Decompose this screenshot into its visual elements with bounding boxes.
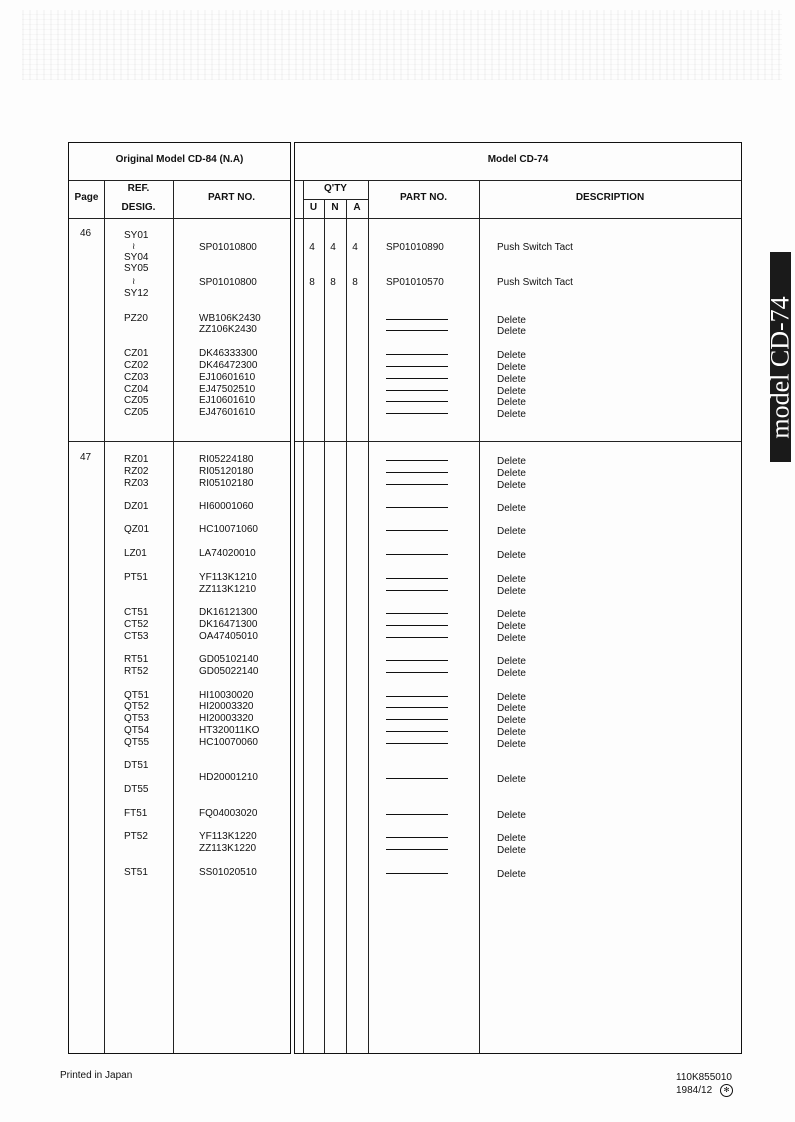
col-page-header: Page bbox=[74, 192, 99, 203]
part-dk46333300: DK46333300 bbox=[199, 348, 258, 359]
side-model-tab-label: model CD-74 bbox=[765, 296, 795, 439]
desc-push-switch-1: Push Switch Tact bbox=[497, 242, 573, 253]
no-replacement-line bbox=[386, 707, 448, 708]
desc-delete: Delete bbox=[497, 374, 526, 385]
desc-delete: Delete bbox=[497, 621, 526, 632]
desc-delete: Delete bbox=[497, 503, 526, 514]
part-zz113k1220: ZZ113K1220 bbox=[199, 843, 257, 854]
desc-delete: Delete bbox=[497, 810, 526, 821]
no-replacement-line bbox=[386, 554, 448, 555]
part-ej10601610: EJ10601610 bbox=[199, 372, 256, 383]
desc-delete: Delete bbox=[497, 727, 526, 738]
no-replacement-line bbox=[386, 778, 448, 779]
new-part-sp01010570: SP01010570 bbox=[386, 277, 444, 288]
no-replacement-line bbox=[386, 390, 448, 391]
ref-qt52: QT52 bbox=[124, 701, 150, 712]
part-hi20003320: HI20003320 bbox=[199, 713, 254, 724]
col-part-header: PART NO. bbox=[207, 192, 256, 203]
desc-delete: Delete bbox=[497, 397, 526, 408]
desc-delete: Delete bbox=[497, 362, 526, 373]
col-u-header: U bbox=[309, 202, 318, 213]
col-new-part-header: PART NO. bbox=[399, 192, 448, 203]
page-46: 46 bbox=[80, 228, 92, 239]
part-hc10070060: HC10070060 bbox=[199, 737, 258, 748]
no-replacement-line bbox=[386, 413, 448, 414]
original-model-title: Original Model CD-84 (N.A) bbox=[115, 154, 244, 165]
desc-delete: Delete bbox=[497, 869, 526, 880]
part-sp01010800-b: SP01010800 bbox=[199, 277, 257, 288]
part-ej47601610: EJ47601610 bbox=[199, 407, 256, 418]
ref-range-tilde-1: ≀ bbox=[132, 241, 136, 251]
ref-ft51: FT51 bbox=[124, 808, 148, 819]
scan-noise bbox=[22, 10, 782, 80]
part-zz113k1210: ZZ113K1210 bbox=[199, 584, 257, 595]
desc-delete: Delete bbox=[497, 315, 526, 326]
no-replacement-line bbox=[386, 507, 448, 508]
ref-qz01: QZ01 bbox=[124, 524, 150, 535]
ref-sy12: SY12 bbox=[124, 288, 149, 299]
ref-ct53: CT53 bbox=[124, 631, 149, 642]
desc-delete: Delete bbox=[497, 845, 526, 856]
part-la74020010: LA74020010 bbox=[199, 548, 256, 559]
qty-u-1: 4 bbox=[309, 242, 315, 253]
qty-a-2: 8 bbox=[352, 277, 358, 288]
col-n-header: N bbox=[331, 202, 339, 213]
ref-pz20: PZ20 bbox=[124, 313, 148, 324]
ref-cz03: CZ03 bbox=[124, 372, 149, 383]
no-replacement-line bbox=[386, 530, 448, 531]
ref-cz05: CZ05 bbox=[124, 407, 149, 418]
ref-pt52: PT52 bbox=[124, 831, 148, 842]
ref-ct51: CT51 bbox=[124, 607, 149, 618]
page-47: 47 bbox=[80, 452, 92, 463]
no-replacement-line bbox=[386, 637, 448, 638]
desc-delete: Delete bbox=[497, 480, 526, 491]
no-replacement-line bbox=[386, 319, 448, 320]
ref-rt51: RT51 bbox=[124, 654, 149, 665]
ref-pt51: PT51 bbox=[124, 572, 148, 583]
desc-delete: Delete bbox=[497, 456, 526, 467]
ref-rz02: RZ02 bbox=[124, 466, 149, 477]
desc-delete: Delete bbox=[497, 526, 526, 537]
desc-delete: Delete bbox=[497, 774, 526, 785]
footer-logo-icon: ✻ bbox=[720, 1084, 733, 1097]
part-yf113k1220: YF113K1220 bbox=[199, 831, 257, 842]
desc-delete: Delete bbox=[497, 350, 526, 361]
no-replacement-line bbox=[386, 814, 448, 815]
part-ri05224180: RI05224180 bbox=[199, 454, 254, 465]
original-model-table bbox=[68, 142, 291, 1054]
ref-cz04: CZ04 bbox=[124, 384, 149, 395]
desc-delete: Delete bbox=[497, 550, 526, 561]
ref-sy04: SY04 bbox=[124, 252, 149, 263]
part-ri05102180: RI05102180 bbox=[199, 478, 254, 489]
no-replacement-line bbox=[386, 837, 448, 838]
no-replacement-line bbox=[386, 672, 448, 673]
ref-qt53: QT53 bbox=[124, 713, 150, 724]
part-ss01020510: SS01020510 bbox=[199, 867, 257, 878]
desc-delete: Delete bbox=[497, 409, 526, 420]
new-part-sp01010890: SP01010890 bbox=[386, 242, 444, 253]
ref-qt55: QT55 bbox=[124, 737, 150, 748]
desc-delete: Delete bbox=[497, 656, 526, 667]
col-a-header: A bbox=[353, 202, 361, 213]
no-replacement-line bbox=[386, 873, 448, 874]
footer-date: 1984/12 bbox=[676, 1085, 713, 1096]
desc-delete: Delete bbox=[497, 692, 526, 703]
no-replacement-line bbox=[386, 330, 448, 331]
qty-n-1: 4 bbox=[330, 242, 336, 253]
ref-dz01: DZ01 bbox=[124, 501, 149, 512]
col-description-header: DESCRIPTION bbox=[575, 192, 645, 203]
no-replacement-line bbox=[386, 696, 448, 697]
desc-delete: Delete bbox=[497, 586, 526, 597]
part-hi20003320: HI20003320 bbox=[199, 701, 254, 712]
ref-cz02: CZ02 bbox=[124, 360, 149, 371]
footer-printed-in: Printed in Japan bbox=[60, 1070, 133, 1081]
qty-a-1: 4 bbox=[352, 242, 358, 253]
ref-dt55: DT55 bbox=[124, 784, 149, 795]
part-dk16471300: DK16471300 bbox=[199, 619, 258, 630]
ref-qt51: QT51 bbox=[124, 690, 150, 701]
part-sp01010800-a: SP01010800 bbox=[199, 242, 257, 253]
desc-delete: Delete bbox=[497, 668, 526, 679]
part-dk46472300: DK46472300 bbox=[199, 360, 258, 371]
desc-delete: Delete bbox=[497, 574, 526, 585]
part-hc10071060: HC10071060 bbox=[199, 524, 258, 535]
desc-delete: Delete bbox=[497, 715, 526, 726]
desc-delete: Delete bbox=[497, 703, 526, 714]
part-ri05120180: RI05120180 bbox=[199, 466, 254, 477]
no-replacement-line bbox=[386, 484, 448, 485]
no-replacement-line bbox=[386, 719, 448, 720]
qty-n-2: 8 bbox=[330, 277, 336, 288]
part-ej47502510: EJ47502510 bbox=[199, 384, 256, 395]
side-model-tab bbox=[765, 252, 795, 462]
no-replacement-line bbox=[386, 472, 448, 473]
no-replacement-line bbox=[386, 378, 448, 379]
ref-rt52: RT52 bbox=[124, 666, 149, 677]
part-oa47405010: OA47405010 bbox=[199, 631, 258, 642]
footer-code: 110K855010 bbox=[676, 1072, 732, 1083]
new-model-title: Model CD-74 bbox=[487, 154, 549, 165]
no-replacement-line bbox=[386, 660, 448, 661]
ref-range-tilde-2: ≀ bbox=[132, 276, 136, 286]
part-wb106k2430: WB106K2430 bbox=[199, 313, 261, 324]
ref-sy01: SY01 bbox=[124, 230, 149, 241]
no-replacement-line bbox=[386, 625, 448, 626]
no-replacement-line bbox=[386, 849, 448, 850]
part-yf113k1210: YF113K1210 bbox=[199, 572, 257, 583]
ref-dt51: DT51 bbox=[124, 760, 149, 771]
part-dk16121300: DK16121300 bbox=[199, 607, 258, 618]
part-hi10030020: HI10030020 bbox=[199, 690, 254, 701]
desc-delete: Delete bbox=[497, 468, 526, 479]
no-replacement-line bbox=[386, 590, 448, 591]
desc-push-switch-2: Push Switch Tact bbox=[497, 277, 573, 288]
no-replacement-line bbox=[386, 578, 448, 579]
no-replacement-line bbox=[386, 743, 448, 744]
no-replacement-line bbox=[386, 613, 448, 614]
no-replacement-line bbox=[386, 731, 448, 732]
part-ht320011ko: HT320011KO bbox=[199, 725, 260, 736]
part-ej10601610: EJ10601610 bbox=[199, 395, 256, 406]
ref-st51: ST51 bbox=[124, 867, 148, 878]
desc-delete: Delete bbox=[497, 386, 526, 397]
col-qty-header: Q'TY bbox=[324, 183, 347, 194]
part-hd20001210: HD20001210 bbox=[199, 772, 258, 783]
no-replacement-line bbox=[386, 460, 448, 461]
col-ref-header-2: DESIG. bbox=[121, 202, 156, 213]
col-ref-header-1: REF. bbox=[127, 183, 150, 194]
ref-qt54: QT54 bbox=[124, 725, 150, 736]
desc-delete: Delete bbox=[497, 609, 526, 620]
ref-rz01: RZ01 bbox=[124, 454, 149, 465]
ref-cz01: CZ01 bbox=[124, 348, 149, 359]
desc-delete: Delete bbox=[497, 833, 526, 844]
ref-cz05: CZ05 bbox=[124, 395, 149, 406]
part-hi60001060: HI60001060 bbox=[199, 501, 254, 512]
part-zz106k2430: ZZ106K2430 bbox=[199, 324, 257, 335]
ref-sy05: SY05 bbox=[124, 263, 149, 274]
ref-ct52: CT52 bbox=[124, 619, 149, 630]
desc-delete: Delete bbox=[497, 633, 526, 644]
no-replacement-line bbox=[386, 401, 448, 402]
no-replacement-line bbox=[386, 366, 448, 367]
no-replacement-line bbox=[386, 354, 448, 355]
part-gd05102140: GD05102140 bbox=[199, 654, 259, 665]
desc-delete: Delete bbox=[497, 739, 526, 750]
ref-lz01: LZ01 bbox=[124, 548, 147, 559]
qty-u-2: 8 bbox=[309, 277, 315, 288]
part-gd05022140: GD05022140 bbox=[199, 666, 259, 677]
ref-rz03: RZ03 bbox=[124, 478, 149, 489]
part-fq04003020: FQ04003020 bbox=[199, 808, 258, 819]
desc-delete: Delete bbox=[497, 326, 526, 337]
